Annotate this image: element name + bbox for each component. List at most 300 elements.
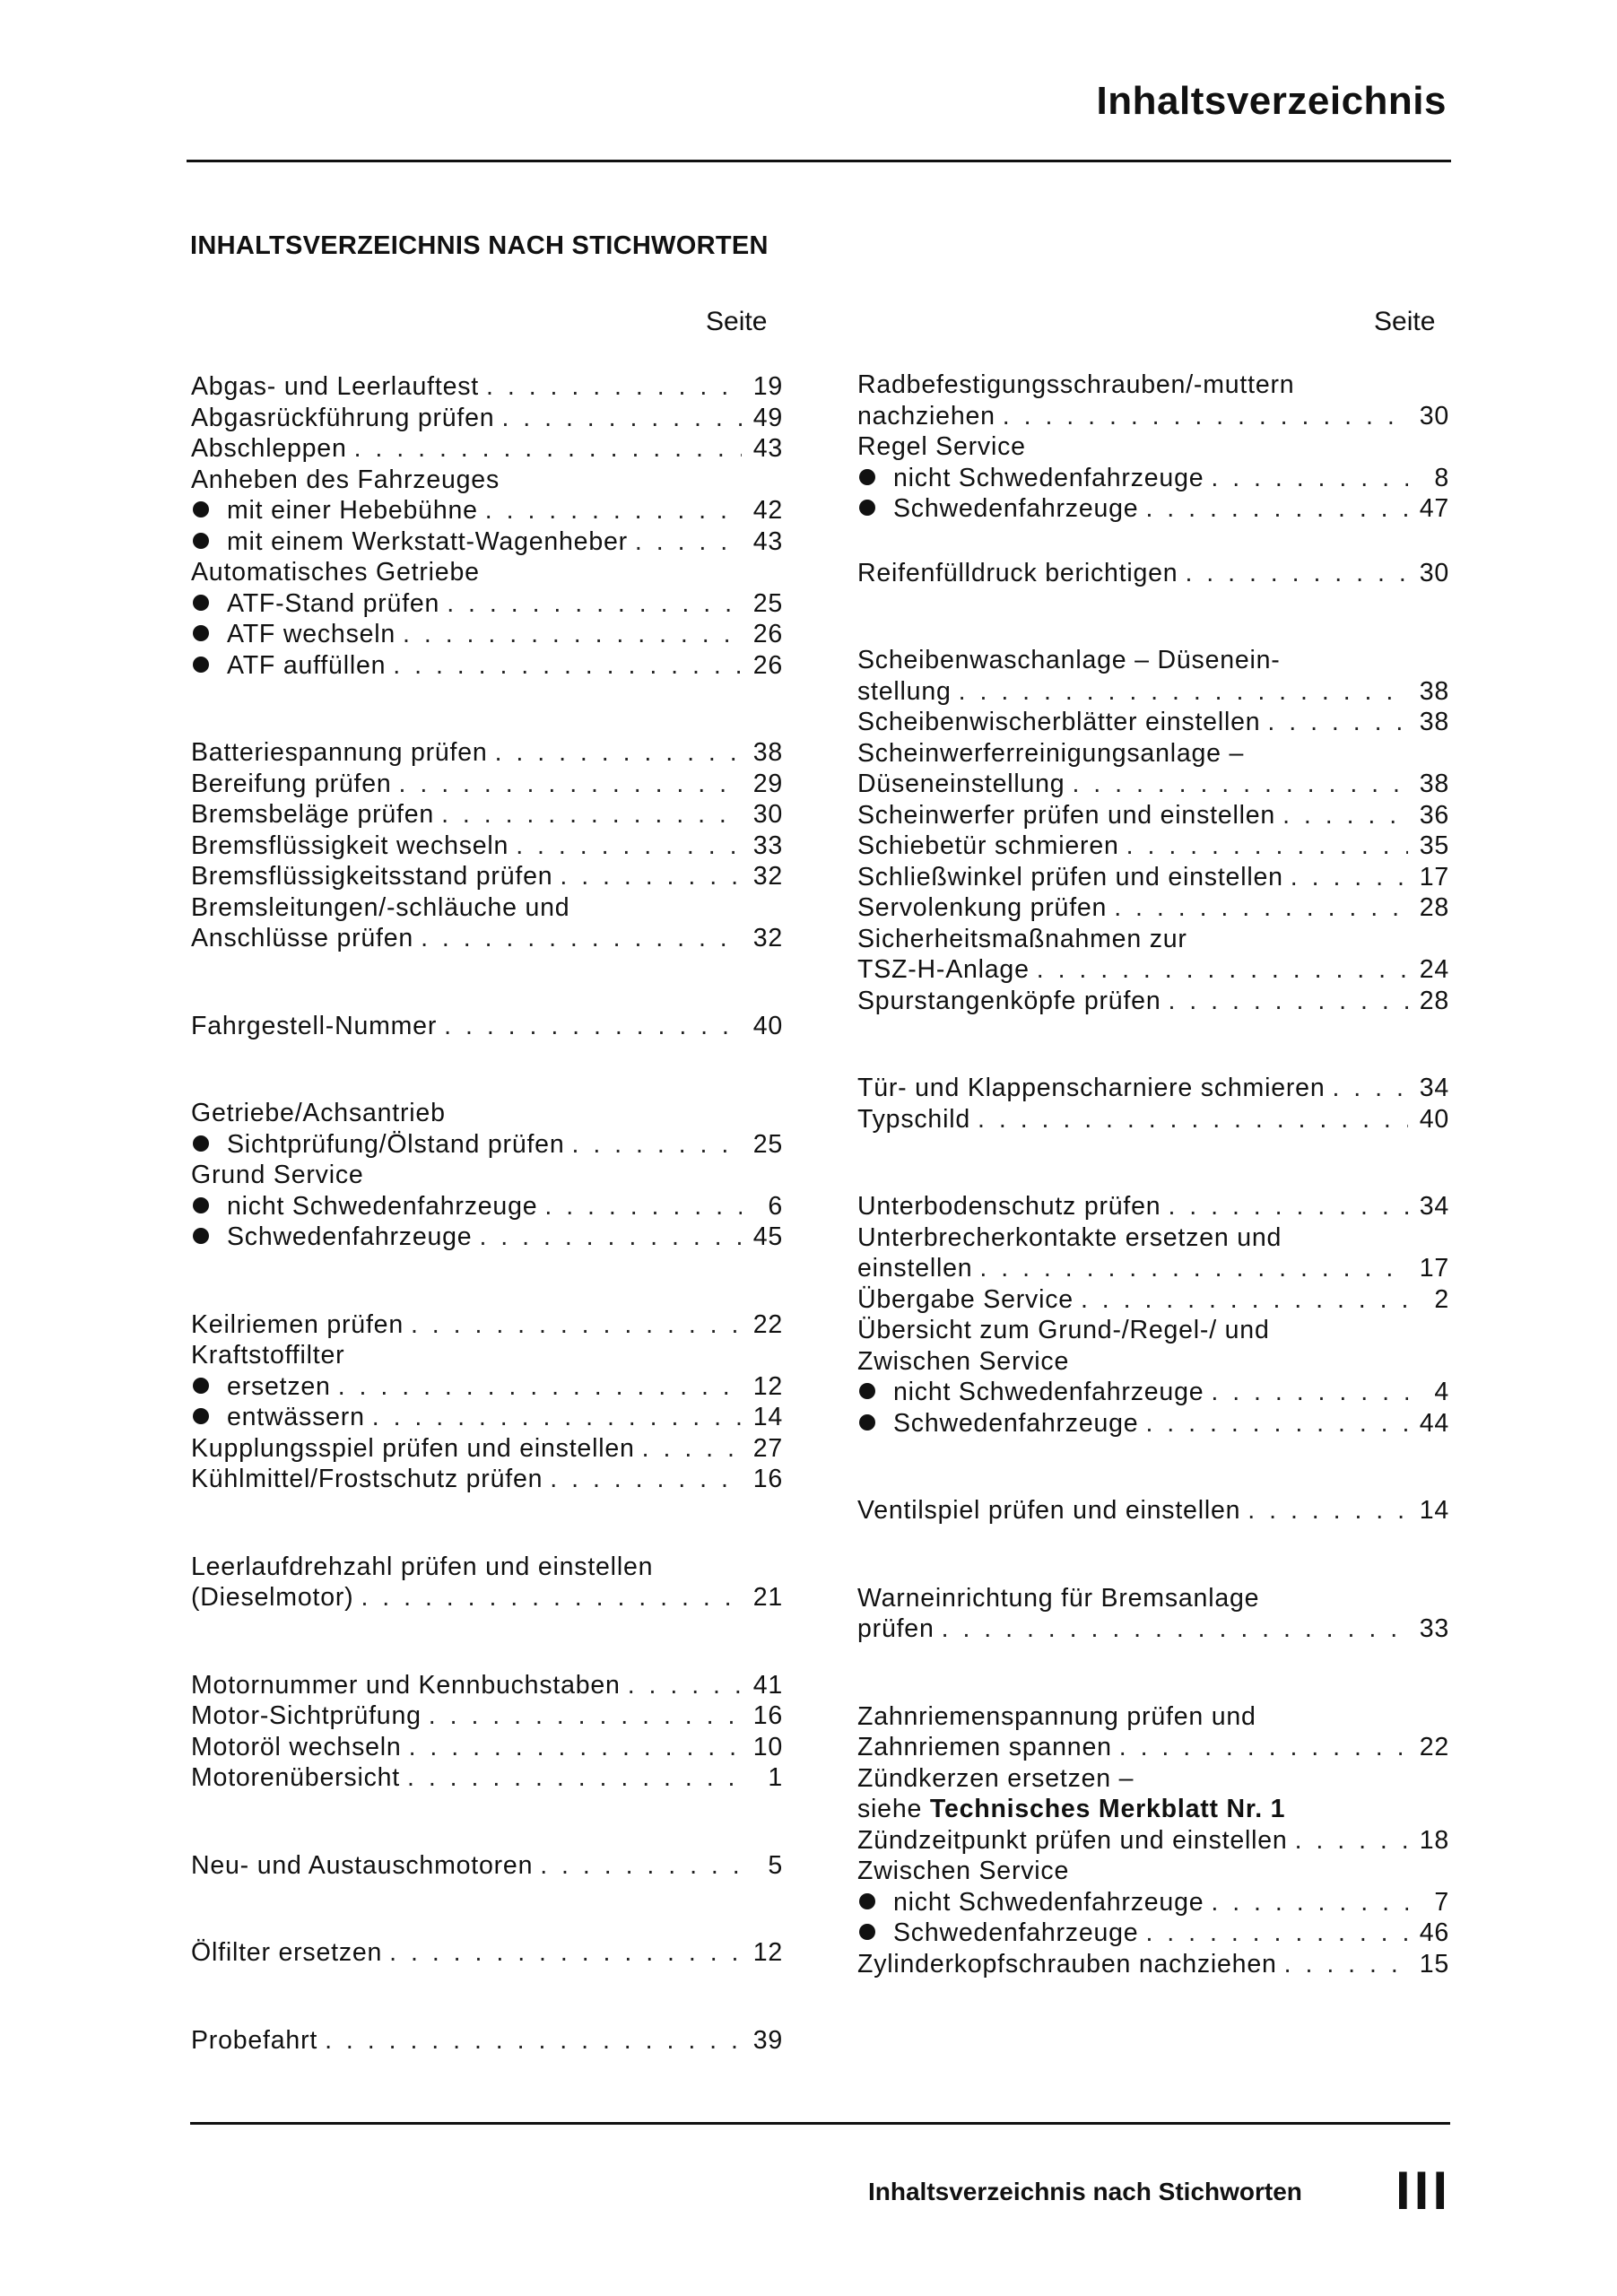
index-entry [857, 1763, 1449, 1795]
dot-leader [1145, 493, 1408, 525]
entry-text [191, 588, 439, 620]
entry-text [191, 526, 628, 558]
dot-leader [441, 799, 742, 831]
entry-text [191, 433, 347, 465]
entry-label: Motoröl wechseln [191, 1732, 402, 1761]
entry-text [857, 769, 1065, 800]
index-entry [857, 769, 1449, 800]
index-entry [857, 1346, 1449, 1378]
index-entry [191, 433, 783, 465]
entry-label: Scheinwerfer prüfen und einstellen [857, 800, 1276, 830]
dot-leader [403, 619, 742, 650]
entry-label: Schwedenfahrzeuge [893, 1918, 1139, 1947]
entry-reference: Technisches Merkblatt Nr. 1 [929, 1795, 1286, 1823]
entry-label: ATF-Stand prüfen [227, 588, 440, 618]
entry-page: 14 [752, 1403, 783, 1431]
dot-leader [389, 1937, 742, 1969]
bullet-icon [193, 501, 209, 517]
entry-page: 45 [752, 1222, 783, 1251]
entry-text [191, 861, 552, 892]
entry-label: mit einer Hebebühne [227, 496, 478, 525]
entry-label: Zahnriemenspannung prüfen und [857, 1701, 1256, 1731]
dot-leader [1284, 1949, 1408, 1980]
entry-label: Sichtprüfung/Ölstand prüfen [227, 1129, 565, 1159]
entry-label: Düseneinstellung [857, 770, 1065, 798]
entry-page: 7 [1434, 1887, 1449, 1917]
entry-label: Scheibenwischerblätter einstellen [857, 708, 1261, 736]
entry-page: 15 [1419, 1949, 1449, 1979]
entry-label: Schiebetür schmieren [857, 831, 1119, 860]
entry-label: Kupplungsspiel prüfen und einstellen [191, 1433, 635, 1463]
dot-leader [501, 403, 742, 434]
index-entry [857, 1887, 1449, 1918]
entry-text [857, 862, 1283, 893]
dot-leader [978, 1104, 1408, 1135]
bullet-icon [193, 1378, 209, 1394]
index-entry [857, 645, 1449, 676]
index-entry [191, 1762, 783, 1794]
entry-text [191, 1309, 404, 1341]
index-entry [191, 1464, 783, 1495]
dot-leader [421, 923, 742, 954]
index-entry [857, 431, 1449, 463]
dot-leader [447, 588, 742, 620]
dot-leader [635, 526, 742, 558]
entry-page: 12 [752, 1371, 783, 1401]
dot-leader [516, 831, 742, 862]
entry-text [191, 1433, 635, 1465]
entry-page: 38 [1419, 770, 1449, 798]
dot-leader [1211, 1377, 1408, 1408]
entry-label: Leerlaufdrehzahl prüfen und einstellen [191, 1552, 654, 1581]
dot-leader [642, 1433, 742, 1465]
entry-page: 38 [1419, 676, 1449, 706]
entry-page: 32 [752, 862, 783, 891]
index-entry [857, 1856, 1449, 1887]
dot-leader [1185, 558, 1408, 589]
bullet-icon [859, 469, 875, 485]
entry-label: Abschleppen [191, 434, 347, 463]
entry-page: 44 [1419, 1408, 1449, 1438]
index-group [857, 558, 1449, 589]
entry-page: 32 [752, 924, 783, 952]
entry-text [857, 1315, 1270, 1346]
entry-text [191, 1850, 533, 1882]
index-entry [191, 1582, 783, 1613]
entry-page: 17 [1419, 1254, 1449, 1283]
entry-text [191, 1222, 472, 1253]
entry-text [857, 1949, 1277, 1980]
dot-leader [354, 433, 742, 465]
entry-label: Radbefestigungsschrauben/-muttern [857, 370, 1295, 399]
index-entry [191, 1098, 783, 1129]
entry-text [191, 1762, 400, 1794]
index-entry [191, 619, 783, 650]
index-group [857, 645, 1449, 1016]
dot-leader [1037, 954, 1408, 986]
entry-page: 25 [752, 588, 783, 618]
bullet-icon [859, 500, 875, 516]
entry-label: Kühlmittel/Frostschutz prüfen [191, 1465, 543, 1493]
index-entry [857, 370, 1449, 401]
entry-label: Unterbrecherkontakte ersetzen und [857, 1222, 1282, 1252]
index-group [857, 1191, 1449, 1439]
entry-page: 30 [752, 800, 783, 829]
dot-leader [1267, 707, 1408, 738]
section-title: INHALTSVERZEICHNIS NACH STICHWORTEN [190, 231, 769, 260]
bullet-icon [193, 1228, 209, 1244]
footer-rule [190, 2122, 1450, 2125]
entry-text [857, 1408, 1138, 1439]
index-entry [191, 1160, 783, 1191]
entry-text [857, 558, 1178, 589]
dot-leader [479, 1222, 742, 1253]
index-entry [191, 1937, 783, 1969]
left-index-column [191, 371, 783, 2056]
entry-text [191, 1700, 422, 1732]
entry-label: Bremsleitungen/-schläuche und [191, 892, 570, 922]
entry-text [191, 1340, 344, 1371]
index-group [857, 1583, 1449, 1645]
entry-page: 36 [1419, 800, 1449, 830]
entry-text [191, 495, 478, 526]
index-group [191, 1670, 783, 1794]
index-entry [857, 1583, 1449, 1614]
index-entry [857, 1222, 1449, 1254]
dot-leader [1295, 1825, 1408, 1857]
entry-text [857, 924, 1187, 955]
entry-text [191, 831, 509, 862]
index-entry [191, 1732, 783, 1763]
index-entry [191, 1700, 783, 1732]
entry-page: 4 [1434, 1378, 1449, 1406]
entry-text [191, 619, 396, 650]
entry-page: 21 [752, 1583, 783, 1612]
index-entry [191, 495, 783, 526]
entry-label: ersetzen [227, 1371, 331, 1401]
entry-label: Batteriespannung prüfen [191, 738, 488, 767]
page-number: III [1395, 2161, 1452, 2221]
bullet-icon [859, 1893, 875, 1909]
entry-label: Automatisches Getriebe [191, 558, 480, 587]
entry-page: 25 [752, 1129, 783, 1159]
entry-text [857, 986, 1161, 1017]
index-group [857, 1495, 1449, 1526]
entry-label: Kraftstoffilter [191, 1341, 345, 1370]
entry-text [857, 645, 1281, 676]
index-entry [191, 1309, 783, 1341]
entry-text [191, 1160, 364, 1191]
entry-text [857, 431, 1026, 463]
index-group [857, 1073, 1449, 1135]
index-entry [191, 831, 783, 862]
index-entry [191, 799, 783, 831]
entry-label: Regel Service [857, 432, 1026, 461]
index-entry [191, 557, 783, 588]
entry-label: Zündzeitpunkt prüfen und einstellen [857, 1825, 1288, 1855]
index-entry [857, 463, 1449, 494]
entry-label: Motornummer und Kennbuchstaben [191, 1670, 621, 1700]
index-entry [191, 737, 783, 769]
entry-page: 42 [752, 496, 783, 525]
bullet-icon [193, 625, 209, 641]
entry-label: siehe [857, 1795, 930, 1823]
index-entry [191, 1402, 783, 1433]
entry-label: mit einem Werkstatt-Wagenheber [227, 526, 628, 556]
entry-text [191, 2025, 317, 2057]
dot-leader [1072, 769, 1408, 800]
index-entry [191, 1129, 783, 1161]
bullet-icon [193, 657, 209, 673]
entry-page: 30 [1419, 401, 1449, 430]
entry-label: Fahrgestell-Nummer [191, 1011, 438, 1040]
index-entry [857, 1104, 1449, 1135]
dot-leader [361, 1582, 742, 1613]
dot-leader [399, 769, 742, 800]
entry-text [857, 738, 1244, 770]
entry-text [857, 401, 995, 432]
entry-page: 27 [752, 1433, 783, 1463]
index-entry [857, 738, 1449, 770]
entry-label: ATF auffüllen [227, 650, 387, 680]
entry-label: Zündkerzen ersetzen – [857, 1763, 1135, 1793]
index-entry [857, 954, 1449, 986]
entry-page: 33 [752, 831, 783, 860]
dot-leader [942, 1613, 1408, 1645]
index-entry [191, 1222, 783, 1253]
entry-label: nicht Schwedenfahrzeuge [893, 1378, 1204, 1406]
entry-text [857, 493, 1138, 525]
entry-page: 49 [752, 403, 783, 432]
index-entry [191, 1191, 783, 1222]
index-entry [857, 924, 1449, 955]
dot-leader [1114, 892, 1408, 924]
entry-text [857, 1825, 1288, 1857]
entry-label: Schwedenfahrzeuge [227, 1222, 473, 1251]
entry-page: 34 [1419, 1192, 1449, 1221]
dot-leader [1248, 1495, 1408, 1526]
index-entry [857, 1794, 1449, 1825]
entry-page: 8 [1434, 463, 1449, 492]
bullet-icon [193, 1135, 209, 1152]
entry-page: 43 [752, 434, 783, 463]
dot-leader [1145, 1918, 1408, 1949]
entry-page: 14 [1419, 1496, 1449, 1525]
entry-label: Zylinderkopfschrauben nachziehen [857, 1949, 1277, 1979]
dot-leader [560, 861, 742, 892]
entry-page: 22 [1419, 1733, 1449, 1761]
dot-leader [628, 1670, 742, 1701]
dot-leader [1332, 1073, 1408, 1104]
entry-page: 6 [768, 1191, 783, 1221]
dot-leader [1003, 401, 1408, 432]
index-entry [857, 862, 1449, 893]
entry-page: 10 [752, 1732, 783, 1761]
dot-leader [540, 1850, 742, 1882]
entry-text [857, 370, 1294, 401]
entry-label: Bereifung prüfen [191, 769, 392, 798]
index-entry [191, 1850, 783, 1882]
index-entry [191, 403, 783, 434]
entry-text [191, 1732, 402, 1763]
index-group [191, 1011, 783, 1042]
entry-page: 46 [1419, 1918, 1449, 1947]
index-entry [857, 1732, 1449, 1763]
index-entry [857, 1701, 1449, 1733]
entry-text [191, 799, 434, 831]
entry-label: Ventilspiel prüfen und einstellen [857, 1496, 1241, 1525]
entry-text [857, 1073, 1325, 1104]
index-entry [191, 1670, 783, 1701]
index-entry [857, 831, 1449, 862]
entry-text [191, 1098, 446, 1129]
entry-text [191, 923, 413, 954]
entry-text [857, 1377, 1204, 1408]
entry-text [191, 1011, 437, 1042]
entry-text [191, 737, 488, 769]
entry-text [191, 1191, 537, 1222]
index-entry [191, 892, 783, 924]
entry-page: 41 [752, 1670, 783, 1700]
dot-leader [411, 1309, 742, 1341]
entry-text [857, 1284, 1074, 1316]
entry-page: 16 [752, 1701, 783, 1730]
dot-leader [1291, 862, 1408, 893]
entry-text [857, 1104, 970, 1135]
dot-leader [409, 1732, 742, 1763]
entry-page: 26 [752, 650, 783, 680]
dot-leader [1168, 986, 1408, 1017]
entry-label: Reifenfülldruck berichtigen [857, 558, 1178, 587]
index-entry [191, 650, 783, 682]
entry-label: nicht Schwedenfahrzeuge [893, 463, 1204, 492]
entry-label: Typschild [857, 1104, 971, 1134]
index-entry [191, 1340, 783, 1371]
entry-page: 35 [1419, 831, 1449, 860]
entry-page: 47 [1419, 494, 1449, 523]
entry-text [191, 371, 479, 403]
dot-leader [444, 1011, 742, 1042]
entry-label: Getriebe/Achsantrieb [191, 1099, 446, 1127]
header-rule [187, 160, 1451, 162]
entry-page: 28 [1419, 986, 1449, 1015]
entry-label: Scheibenwaschanlage – Düsenein- [857, 646, 1281, 674]
dot-leader [338, 1371, 742, 1403]
entry-page: 16 [752, 1465, 783, 1493]
entry-text [857, 954, 1030, 986]
entry-label: Schwedenfahrzeuge [893, 1408, 1139, 1438]
entry-text [191, 1464, 543, 1495]
entry-label: Übersicht zum Grund-/Regel-/ und [857, 1316, 1270, 1344]
index-group [191, 1309, 783, 1495]
dot-leader [1168, 1191, 1408, 1222]
dot-leader [1126, 831, 1408, 862]
entry-label: Übergabe Service [857, 1284, 1074, 1314]
entry-text [857, 1701, 1256, 1733]
entry-text [191, 650, 386, 682]
entry-label: entwässern [227, 1403, 365, 1431]
entry-label: Servolenkung prüfen [857, 893, 1108, 922]
entry-page: 38 [752, 738, 783, 767]
bullet-icon [193, 1197, 209, 1213]
entry-text [191, 769, 392, 800]
index-entry [191, 465, 783, 496]
dot-leader [1282, 800, 1408, 831]
entry-label: Bremsbeläge prüfen [191, 800, 435, 829]
entry-page: 5 [768, 1850, 783, 1880]
entry-label: Anschlüsse prüfen [191, 924, 414, 952]
index-entry [857, 892, 1449, 924]
entry-page: 38 [1419, 708, 1449, 736]
entry-text [857, 1732, 1112, 1763]
entry-label: stellung [857, 676, 952, 706]
index-entry [857, 1495, 1449, 1526]
index-group [857, 1701, 1449, 1980]
dot-leader [407, 1762, 742, 1794]
entry-page: 43 [752, 526, 783, 556]
entry-text [857, 1222, 1282, 1254]
index-entry [191, 588, 783, 620]
entry-text [857, 1346, 1069, 1378]
entry-label: Bremsflüssigkeit wechseln [191, 831, 509, 860]
bullet-icon [193, 1408, 209, 1424]
index-entry [191, 371, 783, 403]
entry-text [857, 892, 1107, 924]
entry-text [191, 1402, 365, 1433]
entry-page: 19 [752, 372, 783, 401]
entry-page: 26 [752, 620, 783, 648]
dot-leader [979, 1253, 1408, 1284]
dot-leader [485, 495, 742, 526]
index-group [191, 1098, 783, 1253]
entry-text [191, 892, 569, 924]
entry-text [191, 465, 500, 496]
entry-label: Motor-Sichtprüfung [191, 1701, 422, 1730]
index-entry [857, 1377, 1449, 1408]
entry-page: 28 [1419, 893, 1449, 922]
entry-text [191, 403, 494, 434]
dot-leader [544, 1191, 742, 1222]
entry-label: Zahnriemen spannen [857, 1733, 1112, 1761]
entry-page: 18 [1419, 1825, 1449, 1855]
dot-leader [959, 676, 1408, 708]
entry-label: Unterbodenschutz prüfen [857, 1192, 1161, 1221]
index-entry [857, 800, 1449, 831]
entry-page: 40 [1419, 1104, 1449, 1134]
index-entry [857, 986, 1449, 1017]
entry-label: nicht Schwedenfahrzeuge [227, 1191, 538, 1221]
entry-text [857, 463, 1204, 494]
page-header-title: Inhaltsverzeichnis [1096, 79, 1447, 123]
entry-page: 2 [1434, 1284, 1449, 1314]
entry-label: Grund Service [191, 1161, 364, 1189]
index-entry [191, 861, 783, 892]
dot-leader [1211, 463, 1408, 494]
index-group [191, 1937, 783, 1969]
entry-page: 1 [768, 1763, 783, 1792]
index-entry [191, 1433, 783, 1465]
dot-leader [325, 2025, 742, 2057]
index-entry [857, 1253, 1449, 1284]
index-entry [857, 1191, 1449, 1222]
entry-label: Warneinrichtung für Bremsanlage [857, 1583, 1260, 1613]
index-entry [857, 1073, 1449, 1104]
bullet-icon [193, 533, 209, 549]
entry-text [191, 1129, 565, 1161]
entry-text [857, 1583, 1259, 1614]
index-entry [191, 769, 783, 800]
index-entry [857, 1284, 1449, 1316]
